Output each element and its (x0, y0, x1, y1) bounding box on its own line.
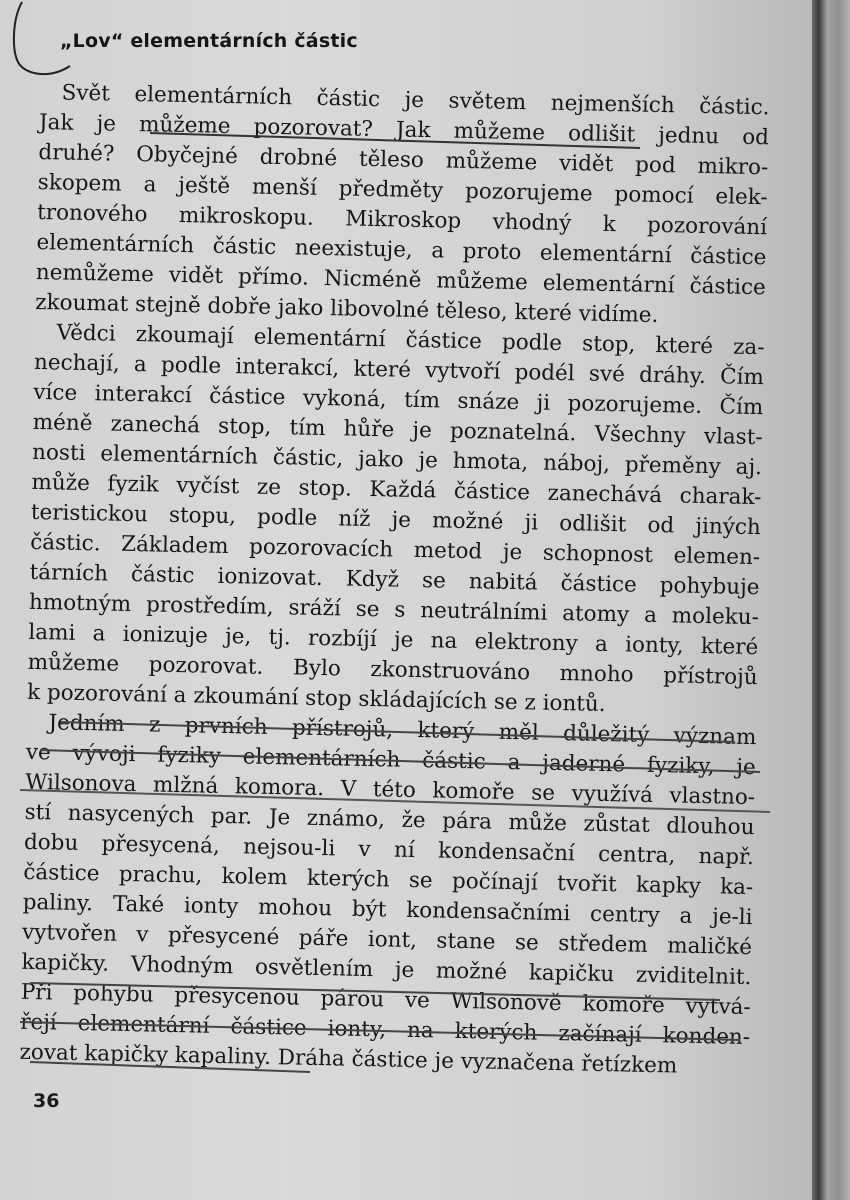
text-line: nemůžeme vidět přímo. Nicméně můžeme elementární částice (35, 259, 767, 301)
body-text (19, 78, 770, 1083)
text-line: elementárních částic neexistuje, a proto elementární částice (36, 229, 767, 271)
text-line: částice prachu, kolem kterých se počínají tvořit kapky ka- (23, 859, 754, 901)
text-line: Vědci zkoumají elementární částice podle stop, které za- (56, 320, 765, 361)
book-spine-shadow (812, 0, 850, 1200)
text-line: může fyzik vyčíst ze stop. Každá částice zanechává charak- (31, 469, 762, 511)
paragraph (35, 78, 770, 333)
text-line: můžeme pozorovat. Bylo zkonstruováno mnoho přístrojů (27, 649, 758, 691)
text-line: vytvořen v přesycené páře iont, stane se středem maličké (21, 919, 753, 961)
text-line: částic. Základem pozorovacích metod je schopnost elemen- (30, 529, 761, 571)
text-line: zovat kapičky kapaliny. Dráha částice je vyznačena řetízkem (19, 1039, 678, 1079)
text-line: k pozorování a zkoumání stop skládajících se z iontů. (26, 679, 606, 717)
text-line: tárních částic ionizovat. Když se nabitá částice pohybuje (29, 559, 760, 601)
paragraph (27, 318, 765, 723)
text-line: Při pohybu přesycenou párou ve Wilsonově komoře vytvá- (20, 979, 751, 1021)
text-line: Jak je můžeme pozorovat? Jak můžeme odlišit jednu od (38, 109, 770, 151)
text-line: druhé? Obyčejné drobné těleso můžeme vidět pod mikro- (38, 139, 769, 181)
paragraph (19, 708, 756, 1083)
text-line: lami a ionizuje je, tj. rozbíjí je na elektrony a ionty, které (28, 619, 759, 661)
text-line: více interakcí částice vykoná, tím snáze ji pozorujeme. Čím (33, 379, 764, 421)
text-line: stí nasycených par. Je známo, že pára může zůstat dlouhou (24, 799, 755, 841)
page-number: 36 (33, 1090, 60, 1112)
text-line: skopem a ještě menší předměty pozorujeme pomocí elek- (37, 169, 768, 211)
text-line: řejí elementární částice ionty, na kterých začínají konden- (19, 1009, 751, 1051)
text-line: Svět elementárních částic je světem nejmenších částic. (61, 80, 770, 121)
text-line: zkoumat stejně dobře jako libovolné těleso, které vidíme. (35, 289, 659, 328)
text-line: nosti elementárních částic, jako je hmota, náboj, přeměny aj. (31, 439, 763, 481)
text-line: paliny. Také ionty mohou být kondensačními centry a je-li (22, 889, 753, 931)
text-line: Jedním z prvních přístrojů, který měl důležitý význam (48, 710, 757, 751)
text-line: kapičky. Vhodným osvětlením je možné kapičku zviditelnit. (21, 949, 752, 991)
section-heading: „Lov“ elementárních částic (60, 30, 358, 52)
text-line: méně zanechá stop, tím hůře je poznatelná. Všechny vlast- (32, 409, 763, 451)
text-line: tronového mikroskopu. Mikroskop vhodný k pozorování (36, 199, 768, 241)
text-line: dobu přesycená, nejsou-li v ní kondensační centra, např. (23, 829, 755, 871)
text-line: teristickou stopu, podle níž je možné ji odlišit od jiných (30, 499, 762, 541)
text-line: Wilsonova mlžná komora. V této komoře se využívá vlastno- (24, 769, 756, 811)
text-line: ve vývoji fyziky elementárních částic a jaderné fyziky, je (25, 739, 756, 781)
text-line: hmotným prostředím, sráží se s neutrálními atomy a moleku- (28, 589, 760, 631)
text-line: nechají, a podle interakcí, které vytvoří podél své dráhy. Čím (33, 349, 765, 391)
